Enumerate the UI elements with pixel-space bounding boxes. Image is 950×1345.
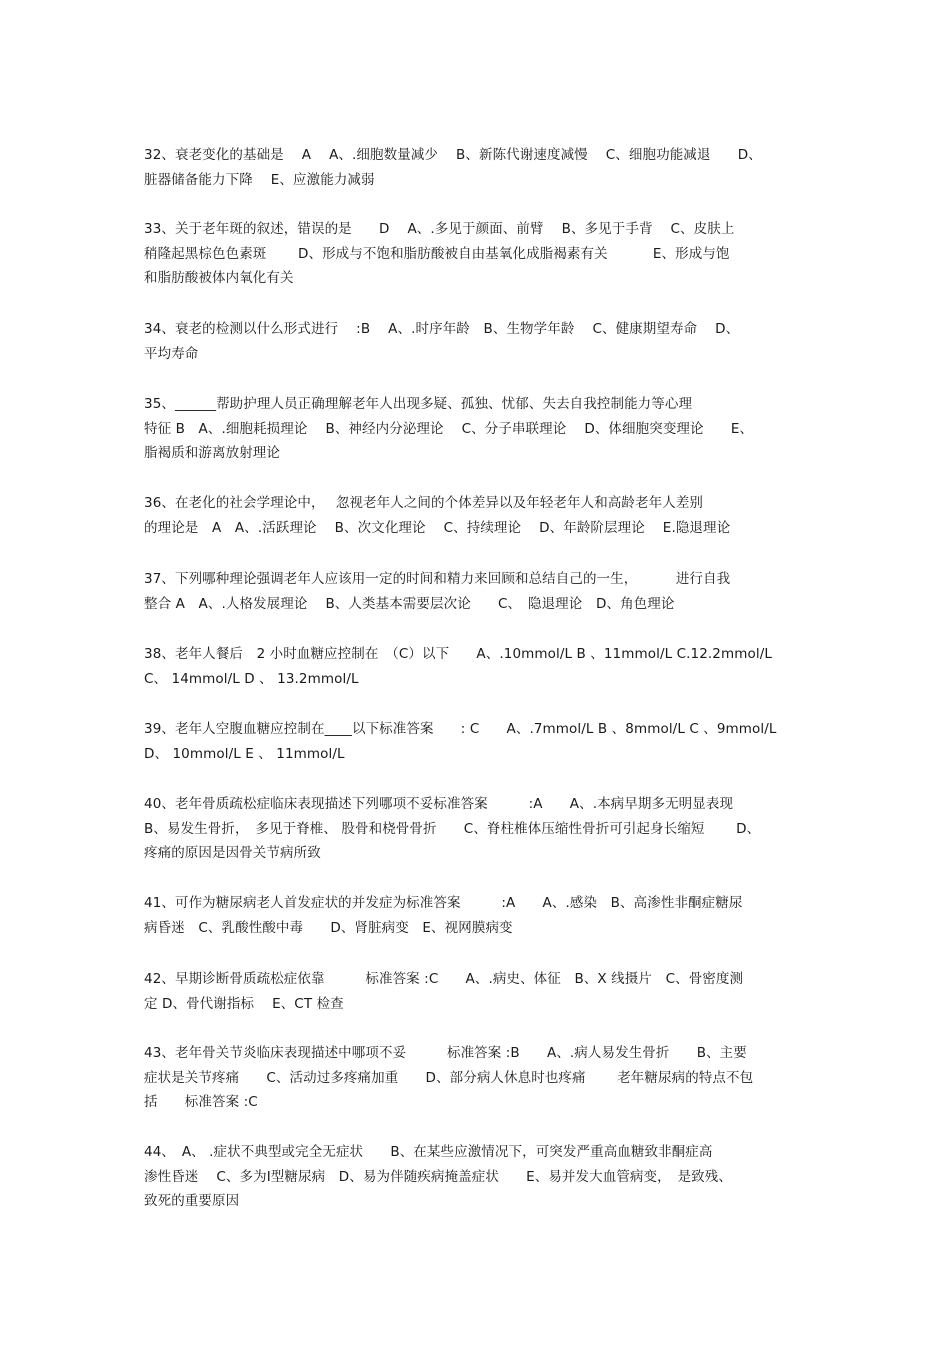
question-line: 的理论是 A A、.活跃理论 B、次文化理论 C、持续理论 D、年龄阶层理论 E.隐退理论: [144, 519, 731, 536]
question-39: [144, 717, 814, 766]
question-line: 33、关于老年斑的叙述，错误的是 D A、.多见于颜面、前臂 B、多见于手背 C、皮肤上: [144, 221, 735, 237]
question-line: 稍隆起黑棕色色素斑 D、形成与不饱和脂肪酸被自由基氧化成脂褐素有关 E、形成与饱: [144, 245, 730, 262]
question-35: [144, 392, 814, 466]
question-line: D、 10mmol/L E 、 11mmol/L: [144, 745, 345, 762]
question-43: [144, 1041, 814, 1115]
question-line: 致死的重要原因: [144, 1193, 240, 1209]
question-line: 42、早期诊断骨质疏松症依靠 标准答案 :C A、.病史、体征 B、X 线摄片 C、骨密度测: [144, 971, 744, 987]
question-line: C、 14mmol/L D 、 13.2mmol/L: [144, 670, 359, 687]
question-line: 43、老年骨关节炎临床表现描述中哪项不妥 标准答案 :B A、.病人易发生骨折 B、主要: [144, 1045, 747, 1061]
question-42: [144, 967, 814, 1016]
question-line: 整合 A A、.人格发展理论 B、人类基本需要层次论 C、 隐退理论 D、角色理论: [144, 595, 675, 612]
question-line: 38、老年人餐后 2 小时血糖应控制在 （C）以下 A、.10mmol/L B 、11mmol/L C.12.2mmol/L: [144, 646, 772, 662]
question-line: 35、______帮助护理人员正确理解老年人出现多疑、孤独、忧郁、失去自我控制能力等心理: [144, 396, 693, 412]
question-38: [144, 642, 814, 691]
question-line: 40、老年骨质疏松症临床表现描述下列哪项不妥标准答案 :A A、.本病早期多无明显表现: [144, 796, 734, 812]
question-40: [144, 792, 814, 866]
question-line: 37、下列哪种理论强调老年人应该用一定的时间和精力来回顾和总结自己的一生， 进行自我: [144, 571, 731, 587]
question-line: 44、 A、 .症状不典型或完全无症状 B、在某些应激情况下，可突发严重高血糖致非酮症高: [144, 1144, 713, 1160]
question-line: 病昏迷 C、乳酸性酸中毒 D、肾脏病变 E、视网膜病变: [144, 919, 513, 936]
question-line: 脂褐质和游离放射理论: [144, 445, 280, 461]
question-33: [144, 217, 814, 291]
question-line: 和脂肪酸被体内氧化有关: [144, 270, 294, 286]
question-line: 36、在老化的社会学理论中， 忽视老年人之间的个体差异以及年轻老年人和高龄老年人差别: [144, 495, 704, 511]
question-34: [144, 317, 814, 366]
question-line: 渗性昏迷 C、多为Ⅰ型糖尿病 D、易为伴随疾病掩盖症状 E、易并发大血管病变， 是致残、: [144, 1168, 732, 1185]
question-line: 疼痛的原因是因骨关节病所致: [144, 845, 321, 861]
question-line: 41、可作为糖尿病老人首发症状的并发症为标准答案 :A A、.感染 B、高渗性非酮症糖尿: [144, 895, 743, 911]
question-line: 定 D、骨代谢指标 E、CT 检查: [144, 995, 344, 1012]
question-line: 括 标准答案 :C: [144, 1094, 258, 1110]
question-44: [144, 1140, 814, 1214]
question-line: B、易发生骨折， 多见于脊椎、 股骨和桡骨骨折 C、脊柱椎体压缩性骨折可引起身长缩短 D、: [144, 820, 761, 837]
question-line: 39、老年人空腹血糖应控制在____以下标准答案 : C A、.7mmol/L B 、8mmol/L C 、9mmol/L: [144, 721, 777, 737]
question-line: 特征 B A、.细胞耗损理论 B、神经内分泌理论 C、分子串联理论 D、体细胞突变理论 E、: [144, 420, 754, 437]
question-line: 平均寿命: [144, 345, 199, 362]
question-line: 32、衰老变化的基础是 A A、.细胞数量减少 B、新陈代谢速度减慢 C、细胞功能减退 D、: [144, 147, 762, 163]
question-line: 34、衰老的检测以什么形式进行 :B A、.时序年龄 B、生物学年龄 C、健康期望寿命 D、: [144, 321, 740, 337]
question-line: 脏器储备能力下降 E、应激能力减弱: [144, 171, 375, 188]
question-line: 症状是关节疼痛 C、活动过多疼痛加重 D、部分病人休息时也疼痛 老年糖尿病的特点不包: [144, 1069, 754, 1086]
question-41: [144, 891, 814, 940]
question-37: [144, 567, 814, 616]
question-36: [144, 491, 814, 540]
question-32: [144, 143, 814, 192]
